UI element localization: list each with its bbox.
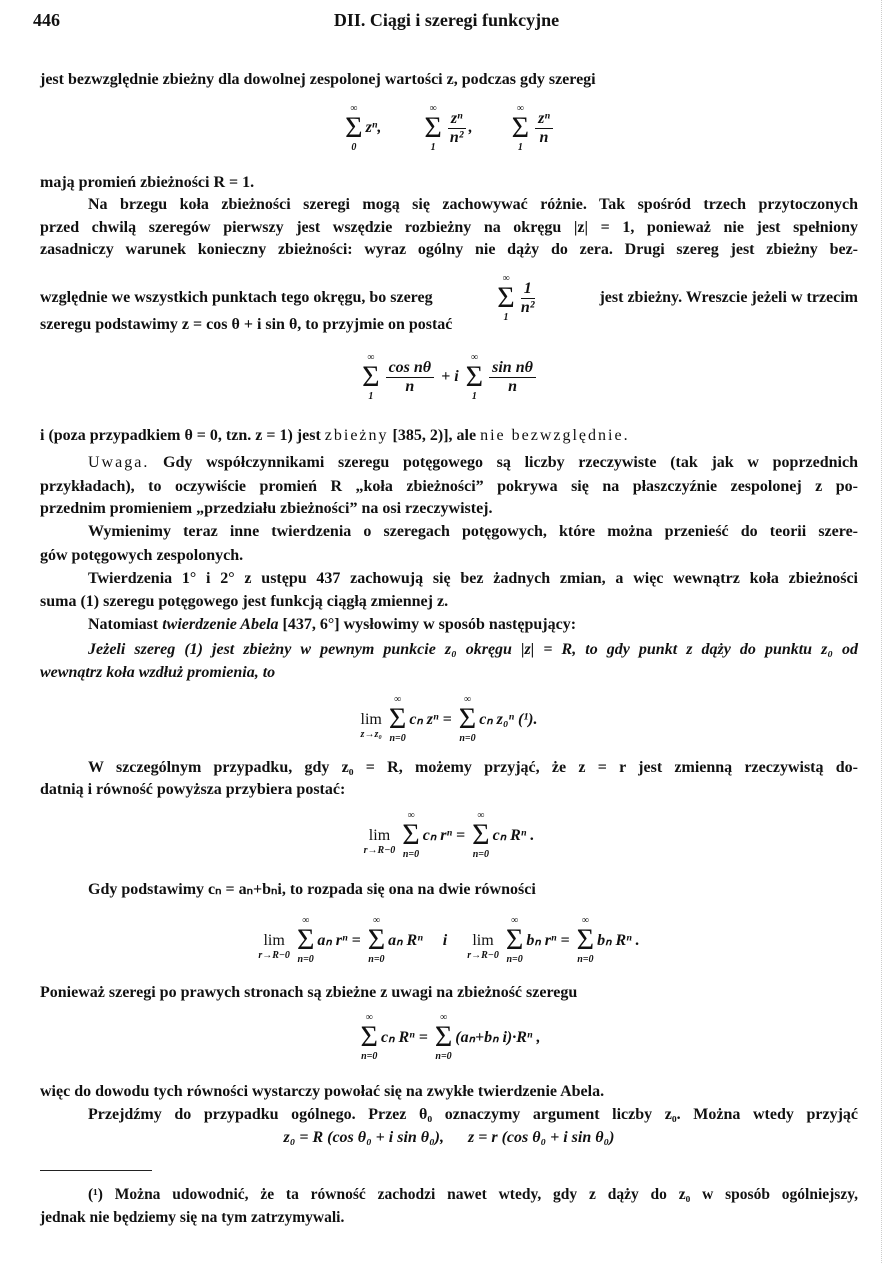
text-line: W szczególnym przypadku, gdy z₀ = R, możemy przyjąć, że z = r jest zmienną rzeczywistą do-: [88, 759, 858, 776]
text-line: Na brzegu koła zbieżności szeregi mogą się zachowywać różnie. Tak spośród trzech przytoczonych: [88, 196, 858, 213]
text-line: zasadniczy warunek konieczny zbieżności: wyraz ogólny nie dąży do zera. Drugi szereg jest zbieżny bez-: [40, 241, 858, 258]
sum-upper-limit: ∞: [581, 915, 589, 926]
sum-upper-limit: ∞: [367, 352, 375, 363]
sigma-symbol: Σ: [472, 818, 490, 851]
formula-text: cₙ rⁿ =: [422, 827, 470, 844]
text-segment: [437, 6°] wysłowimy w sposób następujący:: [278, 616, 577, 633]
summation: [402, 810, 419, 860]
sum-upper-limit: ∞: [511, 915, 519, 926]
numerator: 1: [521, 280, 535, 299]
formula-text: bₙ Rⁿ .: [597, 932, 640, 949]
denominator: n: [405, 377, 415, 395]
summation: [506, 915, 523, 965]
summation: [577, 915, 594, 965]
formula-text: (aₙ+bₙ i)·Rⁿ ,: [455, 1029, 541, 1046]
remark-label: Uwaga.: [88, 454, 150, 471]
sigma-symbol: Σ: [576, 923, 595, 956]
sum-lower-limit: n=0: [506, 954, 523, 965]
text-line: szeregu podstawimy z = cos θ + i sin θ, to przyjmie on postać: [40, 316, 453, 333]
sum-lower-limit: n=0: [459, 733, 476, 744]
lim-subscript: r→R−0: [467, 949, 499, 961]
numerator: zⁿ: [448, 110, 466, 129]
sigma-symbol: Σ: [465, 360, 484, 393]
lim-word: lim: [360, 710, 382, 728]
sum-upper-limit: ∞: [350, 103, 358, 114]
summation: [361, 1012, 378, 1062]
text-segment: względnie we wszystkich punktach tego okręgu, bo szereg: [40, 289, 433, 306]
denominator: n²: [449, 128, 464, 146]
sigma-symbol: Σ: [296, 923, 315, 956]
sigma-symbol: Σ: [434, 1020, 453, 1053]
lim-subscript: r→R−0: [363, 844, 396, 856]
numerator: cos nθ: [386, 359, 435, 378]
formula-text: aₙ rⁿ =: [317, 932, 365, 949]
fraction: [521, 280, 535, 317]
text-segment: Natomiast: [88, 616, 163, 633]
sum-upper-limit: ∞: [429, 103, 437, 114]
sum-lower-limit: 1: [517, 142, 523, 153]
text-line: więc do dowodu tych równości wystarczy powołać się na zwykłe twierdzenie Abela.: [40, 1083, 605, 1100]
formula: [40, 98, 858, 158]
sum-upper-limit: ∞: [407, 810, 415, 821]
sum-lower-limit: n=0: [368, 954, 385, 965]
sum-lower-limit: n=0: [472, 849, 489, 860]
formula-text: cₙ Rⁿ =: [380, 1029, 432, 1046]
sum-lower-limit: 1: [368, 391, 374, 402]
formula: [40, 1008, 858, 1066]
sum-lower-limit: n=0: [402, 849, 420, 860]
lim-word: lim: [368, 826, 391, 844]
summation: [424, 103, 441, 153]
footnote-line: (¹) Można udowodnić, że ta równość zachodzi nawet wtedy, gdy z dąży do z₀ w sposób ogólniejszy,: [88, 1186, 858, 1203]
sum-lower-limit: 1: [471, 391, 477, 402]
sigma-symbol: Σ: [367, 923, 386, 956]
formula-text: bₙ rⁿ =: [526, 932, 574, 949]
text-line: jest bezwzględnie zbieżny dla dowolnej zespolonej wartości z, podczas gdy szeregi: [40, 71, 596, 88]
sum-upper-limit: ∞: [302, 915, 310, 926]
summation: [389, 694, 406, 744]
denominator: n²: [520, 298, 535, 316]
summation: [512, 103, 529, 153]
footnote-rule: [40, 1170, 152, 1171]
text-line: datnią i równość powyższa przybiera postać:: [40, 781, 346, 798]
text-line: [40, 614, 858, 636]
sigma-symbol: Σ: [345, 111, 363, 144]
footnote-line: jednak nie będziemy się na tym zatrzymywali.: [40, 1209, 345, 1226]
sum-lower-limit: 1: [430, 142, 436, 153]
sum-upper-limit: ∞: [502, 273, 510, 284]
sigma-symbol: Σ: [388, 702, 407, 735]
sum-lower-limit: n=0: [577, 954, 594, 965]
numerator: zⁿ: [535, 110, 553, 129]
text-line: przykładach), to oczywiście promień R „koła zbieżności” pokrywa się na płaszczyźnie zespolonej z po-: [40, 478, 858, 495]
sum-upper-limit: ∞: [470, 352, 478, 363]
text-segment: [385, 2)], ale: [388, 427, 481, 444]
sum-lower-limit: 0: [351, 142, 357, 153]
fraction: [448, 110, 466, 147]
sigma-symbol: Σ: [424, 111, 442, 144]
lim-subscript: r→R−0: [258, 949, 290, 961]
formula-text: ,: [468, 119, 509, 136]
sum-lower-limit: n=0: [389, 733, 406, 744]
limit: [361, 699, 382, 740]
text-line: suma (1) szeregu potęgowego jest funkcją ciągłą zmiennej z.: [40, 593, 449, 610]
sigma-symbol: Σ: [497, 281, 515, 314]
spaced-text: nie bezwzględnie.: [480, 427, 630, 444]
formula: [40, 806, 858, 864]
theorem-name: twierdzenie Abela: [162, 616, 279, 633]
page-edge: [881, 0, 882, 1263]
fraction: [489, 359, 536, 396]
text-line: Wymienimy teraz inne twierdzenia o szeregach potęgowych, które można przenieść do teorii szere-: [88, 523, 858, 540]
summation: [459, 694, 476, 744]
lim-subscript: z→z₀: [360, 728, 382, 740]
sum-lower-limit: n=0: [361, 1051, 378, 1062]
fraction: [535, 110, 553, 147]
sigma-symbol: Σ: [402, 818, 420, 851]
formula-text: z₀ = R (cos θ₀ + i sin θ₀), z = r (cos θ₀ + i sin θ₀): [283, 1129, 615, 1146]
formula: [40, 911, 858, 969]
denominator: n: [539, 128, 549, 146]
formula-text: cₙ Rⁿ .: [492, 827, 535, 844]
denominator: n: [508, 377, 517, 395]
limit: [364, 815, 396, 856]
formula-text: cₙ z₀ⁿ (¹).: [479, 711, 538, 728]
running-header: DII. Ciągi i szeregi funkcyjne: [333, 10, 560, 30]
formula-text: + i: [437, 368, 463, 385]
formula: [40, 1127, 858, 1149]
formula: [40, 690, 858, 748]
text-segment: Gdy współczynnikami szeregu potęgowego są liczby rzeczywiste (tak jak w poprzednich: [149, 454, 858, 471]
sum-upper-limit: ∞: [372, 915, 380, 926]
summation: [345, 103, 362, 153]
sum-lower-limit: n=0: [297, 954, 314, 965]
spaced-text: zbieżny: [324, 427, 389, 444]
text-line: Gdy podstawimy cₙ = aₙ+bₙi, to rozpada się ona na dwie równości: [88, 881, 536, 898]
formula-text: zⁿ,: [365, 119, 422, 136]
text-line: Ponieważ szeregi po prawych stronach są zbieżne z uwagi na zbieżność szeregu: [40, 984, 578, 1001]
summation: [368, 915, 385, 965]
sigma-symbol: Σ: [505, 923, 524, 956]
summation: [362, 352, 379, 402]
text-line: [40, 452, 858, 474]
limit: [467, 920, 499, 961]
fraction: [386, 359, 435, 396]
sum-upper-limit: ∞: [439, 1012, 448, 1023]
text-line: przed chwilą szeregów pierwszy jest wszędzie rozbieżny na okręgu |z| = 1, ponieważ nie jest spełniony: [40, 219, 858, 236]
theorem-line: Jeżeli szereg (1) jest zbieżny w pewnym punkcie z₀ okręgu |z| = R, to gdy punkt z dąży do punktu z₀ od: [88, 641, 858, 658]
text-line: gów potęgowych zespolonych.: [40, 547, 244, 564]
sum-upper-limit: ∞: [463, 694, 472, 705]
sum-upper-limit: ∞: [394, 694, 402, 705]
sigma-symbol: Σ: [511, 111, 530, 144]
text-segment: jest zbieżny. Wreszcie jeżeli w trzecim: [599, 289, 858, 306]
sum-lower-limit: n=0: [435, 1051, 452, 1062]
summation: [435, 1012, 452, 1062]
text-line: Twierdzenia 1° i 2° z ustępu 437 zachowują się bez żadnych zmian, a więc wewnątrz koła zbieżności: [88, 570, 858, 587]
text-line: mają promień zbieżności R = 1.: [40, 174, 255, 191]
sum-upper-limit: ∞: [477, 810, 485, 821]
formula-text: aₙ Rⁿ i: [388, 932, 468, 949]
sigma-symbol: Σ: [360, 1020, 378, 1053]
theorem-line: wewnątrz koła wzdłuż promienia, to: [40, 664, 276, 681]
text-line: Przejdźmy do przypadku ogólnego. Przez θ₀ oznaczymy argument liczby z₀. Można wtedy przyjąć: [88, 1106, 858, 1123]
summation: [472, 810, 489, 860]
sum-lower-limit: 1: [503, 312, 509, 323]
formula-text: cₙ zⁿ =: [409, 711, 456, 728]
formula: [40, 345, 858, 409]
sum-upper-limit: ∞: [516, 103, 524, 114]
page-number: 446: [33, 10, 60, 30]
lim-word: lim: [472, 931, 494, 949]
text-line: przednim promieniem „przedziału zbieżności” na osi rzeczywistej.: [40, 500, 493, 517]
limit: [258, 920, 290, 961]
sigma-symbol: Σ: [458, 702, 477, 735]
summation: [297, 915, 314, 965]
sigma-symbol: Σ: [362, 360, 380, 393]
text-line: [40, 425, 858, 447]
sum-upper-limit: ∞: [365, 1012, 373, 1023]
text-segment: i (poza przypadkiem θ = 0, tzn. z = 1) jest: [40, 427, 325, 444]
summation: [466, 352, 483, 402]
numerator: sin nθ: [489, 359, 536, 378]
lim-word: lim: [263, 931, 285, 949]
